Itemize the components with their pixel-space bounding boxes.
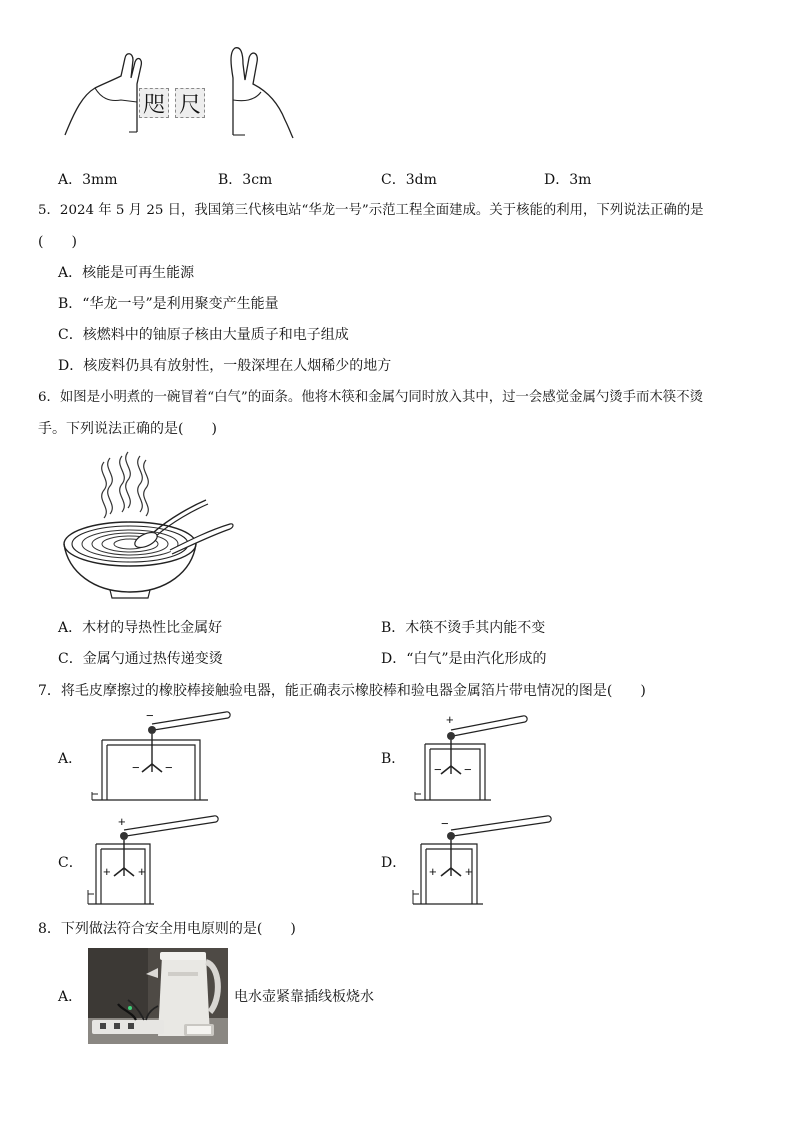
rod-charge-sign: + (118, 814, 126, 829)
option-text: 3mm (82, 172, 118, 188)
option-letter: A． (58, 172, 83, 188)
option-letter: C． (58, 327, 83, 343)
q6-option-c[interactable] (58, 650, 223, 668)
option-text: 3dm (405, 172, 437, 188)
figure-char-2: 尺 (178, 92, 201, 118)
electroscope-diagram (411, 708, 571, 808)
rod-charge-sign: − (146, 708, 154, 723)
question-text: 下列做法符合安全用电原则的是( ) (60, 921, 296, 937)
question-number: 7． (38, 683, 61, 699)
kettle-photo (88, 948, 228, 1044)
option-letter: C． (58, 855, 83, 871)
question-number: 8． (38, 921, 61, 937)
option-text: 3m (569, 172, 592, 188)
option-text: “华龙一号”是利用聚变产生能量 (82, 296, 279, 312)
rod-charge-sign: − (441, 816, 449, 831)
left-leaf-charge-sign: − (434, 762, 442, 777)
q4-option-b[interactable] (218, 171, 272, 189)
option-text: 木筷不烫手其内能不变 (405, 620, 546, 636)
q4-option-d[interactable] (544, 171, 591, 189)
electroscope-diagram (88, 708, 248, 808)
q5-stem-bracket: ( ) (38, 234, 77, 250)
option-letter: D． (381, 855, 407, 871)
right-leaf-charge-sign: + (138, 864, 146, 879)
option-text: 核燃料中的铀原子核由大量质子和电子组成 (82, 327, 349, 343)
q6-stem (38, 389, 703, 407)
figure-char-box-1 (139, 88, 169, 118)
option-letter: B． (58, 296, 83, 312)
electroscope-diagram (411, 812, 571, 912)
option-text: 3cm (242, 172, 273, 188)
option-text: 核能是可再生能源 (82, 265, 195, 281)
q8-stem (38, 920, 296, 938)
q6-option-b[interactable] (381, 619, 545, 637)
q5-stem (38, 202, 704, 220)
option-letter: B． (218, 172, 243, 188)
rod-charge-sign: + (446, 712, 454, 727)
option-text: 木材的导热性比金属好 (82, 620, 223, 636)
right-leaf-charge-sign: − (464, 762, 472, 777)
q4-option-c[interactable] (381, 171, 437, 189)
q5-option-b[interactable] (58, 295, 279, 313)
q4-option-a[interactable] (58, 171, 118, 189)
q5-option-d[interactable] (58, 357, 391, 375)
q4-figure (55, 40, 315, 140)
right-leaf-charge-sign: − (165, 760, 173, 775)
option-letter: A． (58, 265, 83, 281)
q5-option-a[interactable] (58, 264, 194, 282)
option-text: 核废料仍具有放射性，一般深埋在人烟稀少的地方 (83, 358, 392, 374)
q5-option-c[interactable] (58, 326, 349, 344)
option-letter: A． (58, 989, 83, 1005)
option-text: 金属勺通过热传递变烫 (82, 651, 223, 667)
q7-option-b[interactable] (381, 708, 531, 808)
option-caption: 电水壶紧靠插线板烧水 (234, 989, 374, 1005)
question-text: 将毛皮摩擦过的橡胶棒接触验电器，能正确表示橡胶棒和验电器金属箔片带电情况的图是( ) (60, 683, 646, 699)
option-letter: A． (58, 751, 83, 767)
left-leaf-charge-sign: − (132, 760, 140, 775)
q6-option-d[interactable] (381, 650, 547, 668)
figure-char-box-2 (175, 88, 205, 118)
option-letter: C． (58, 651, 83, 667)
option-letter: B． (381, 620, 406, 636)
left-leaf-charge-sign: + (103, 864, 111, 879)
left-leaf-charge-sign: + (429, 864, 437, 879)
question-number: 6． (38, 390, 60, 405)
option-text: “白气”是由汽化形成的 (406, 651, 547, 667)
option-letter: B． (381, 751, 406, 767)
q6-option-a[interactable] (58, 619, 222, 637)
q7-stem (38, 682, 646, 700)
electroscope-diagram (88, 812, 248, 912)
question-text: 2024 年 5 月 25 日，我国第三代核电站“华龙一号”示范工程全面建成。关于核能的利用，下列说法正确的是 (59, 203, 704, 218)
q6-stem-line2: 手。下列说法正确的是( ) (38, 421, 217, 437)
option-letter: C． (381, 172, 406, 188)
question-text: 如图是小明煮的一碗冒着“白气”的面条。他将木筷和金属勺同时放入其中，过一会感觉金属勺烫手而木筷不烫 (59, 390, 703, 405)
q7-option-d[interactable] (381, 812, 531, 912)
q7-option-a[interactable] (58, 708, 208, 808)
q7-option-c[interactable] (58, 812, 208, 912)
noodle-bowl-figure (60, 452, 240, 600)
option-letter: D． (58, 358, 84, 374)
option-letter: D． (544, 172, 570, 188)
option-letter: D． (381, 651, 407, 667)
figure-char-1: 咫 (142, 92, 165, 118)
q8-option-a[interactable] (58, 948, 398, 1044)
kettle-photo-drawing (88, 948, 228, 1044)
question-number: 5． (38, 203, 60, 218)
option-letter: A． (58, 620, 83, 636)
right-leaf-charge-sign: + (465, 864, 473, 879)
